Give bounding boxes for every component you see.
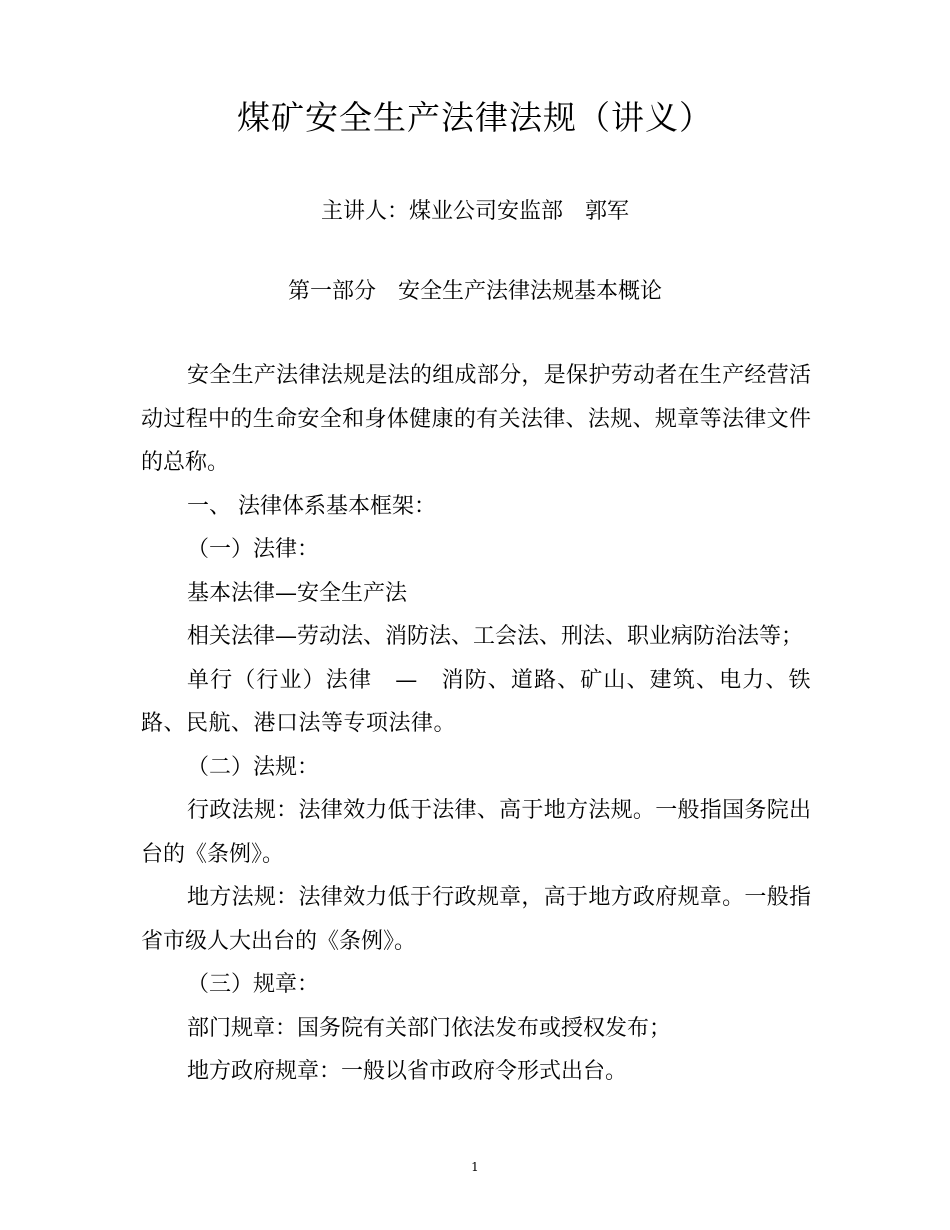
local-regulation-paragraph: 地方法规：法律效力低于行政规章，高于地方政府规章。一般指省市级人大出台的《条例》。 xyxy=(141,885,811,954)
document-title: 煤矿安全生产法律法规（讲义） xyxy=(237,98,713,137)
framework-heading: 一、 法律体系基本框架： xyxy=(187,493,436,519)
local-government-rules-line: 地方政府规章：一般以省市政府令形式出台。 xyxy=(187,1059,628,1084)
basic-law-line: 基本法律—安全生产法 xyxy=(187,580,408,606)
related-law-line: 相关法律—劳动法、消防法、工会法、刑法、职业病防治法等； xyxy=(187,624,804,649)
intro-paragraph: 安全生产法律法规是法的组成部分，是保护劳动者在生产经营活动过程中的生命安全和身体健康的有关法律、法规、规章等法律文件的总称。 xyxy=(141,363,811,475)
administrative-regulation-paragraph: 行政法规：法律效力低于法律、高于地方法规。一般指国务院出台的《条例》。 xyxy=(141,798,811,867)
document-body xyxy=(141,354,811,1094)
department-rules-line: 部门规章：国务院有关部门依法发布或授权发布； xyxy=(187,1015,672,1041)
section-heading: 第一部分 安全生产法律法规基本概论 xyxy=(287,279,662,304)
industry-law-paragraph: 单行（行业）法律 — 消防、道路、矿山、建筑、电力、铁路、民航、港口法等专项法律。 xyxy=(141,667,811,736)
page-number: 1 xyxy=(471,1160,479,1174)
regulation-subheading: （二）法规： xyxy=(187,754,320,780)
law-subheading: （一）法律： xyxy=(187,537,320,562)
speaker-line: 主讲人：煤业公司安监部 郭军 xyxy=(320,199,629,224)
rules-subheading: （三）规章： xyxy=(187,972,320,997)
